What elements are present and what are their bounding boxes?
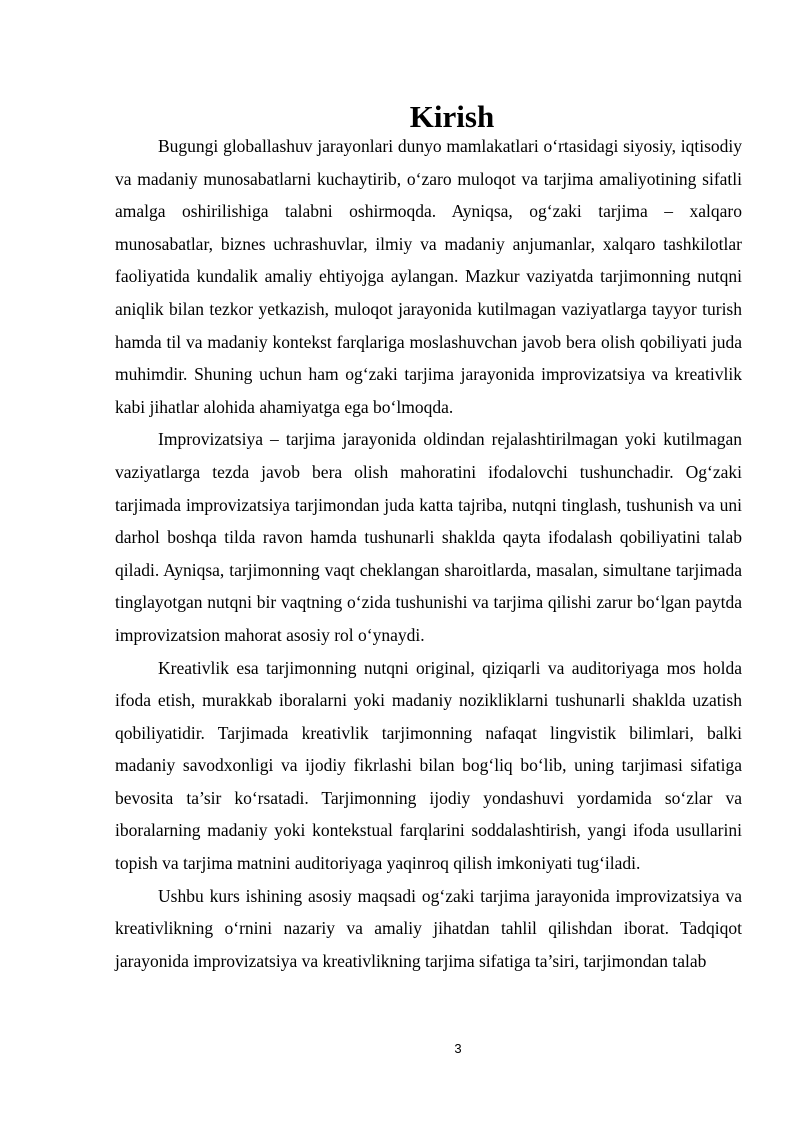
page-title: Kirish — [409, 98, 495, 134]
paragraph-2: Improvizatsiya – tarjima jarayonida oldindan rejalashtirilmagan yoki kutilmagan vaziyatlarga tezda javob bera olish mahoratini ifodalovchi tushunchadir. Og‘zaki tarjimada improvizatsiya tarjimondan juda katta tajriba, nutqni tinglash, tushunish va uni darhol boshqa tilda ravon hamda tushunarli shaklda qayta ifodalash qobiliyatini talab qiladi. Ayniqsa, tarjimonning vaqt cheklangan sharoitlarda, masalan, simultane tarjimada tinglayotgan nutqni bir vaqtning o‘zida tushunishi va tarjima qilishi zarur bo‘lgan paytda improvizatsion mahorat asosiy rol o‘ynaydi. — [115, 429, 742, 645]
paragraph-1: Bugungi globallashuv jarayonlari dunyo mamlakatlari o‘rtasidagi siyosiy, iqtisodiy va madaniy munosabatlarni kuchaytirib, o‘zaro muloqot va tarjima amaliyotining sifatli amalga oshirilishiga talabni oshirmoqda. Ayniqsa, og‘zaki tarjima – xalqaro munosabatlar, biznes uchrashuvlar, ilmiy va madaniy anjumanlar, xalqaro tashkilotlar faoliyatida kundalik amaliy ehtiyojga aylangan. Mazkur vaziyatda tarjimonning nutqni aniqlik bilan tezkor yetkazish, muloqot jarayonida kutilmagan vaziyatlarga tayyor turish hamda til va madaniy kontekst farqlariga moslashuvchan javob bera olish qobiliyati juda muhimdir. Shuning uchun ham og‘zaki tarjima jarayonida improvizatsiya va kreativlik kabi jihatlar alohida ahamiyatga ega bo‘lmoqda. — [115, 136, 742, 417]
document-body — [115, 130, 742, 977]
paragraph-4: Ushbu kurs ishining asosiy maqsadi og‘zaki tarjima jarayonida improvizatsiya va kreativlikning o‘rnini nazariy va amaliy jihatdan tahlil qilishdan iborat. Tadqiqot jarayonida improvizatsiya va kreativlikning tarjima sifatiga ta’siri, tarjimondan talab — [115, 885, 742, 971]
page-number: 3 — [454, 1041, 462, 1056]
paragraph-3: Kreativlik esa tarjimonning nutqni original, qiziqarli va auditoriyaga mos holda ifoda etish, murakkab iboralarni yoki madaniy nozikliklarni tushunarli shaklda uzatish qobiliyatidir. Tarjimada kreativlik tarjimonning nafaqat lingvistik bilimlari, balki madaniy savodxonligi va ijodiy fikrlashi bilan bog‘liq bo‘lib, uning tarjimasi sifatiga bevosita ta’sir ko‘rsatadi. Tarjimonning ijodiy yondashuvi yordamida so‘zlar va iboralarning madaniy yoki kontekstual farqlarini soddalashtirish, yangi ifoda usullarini topish va tarjima matnini auditoriyaga yaqinroq qilish imkoniyati tug‘iladi. — [115, 657, 742, 874]
